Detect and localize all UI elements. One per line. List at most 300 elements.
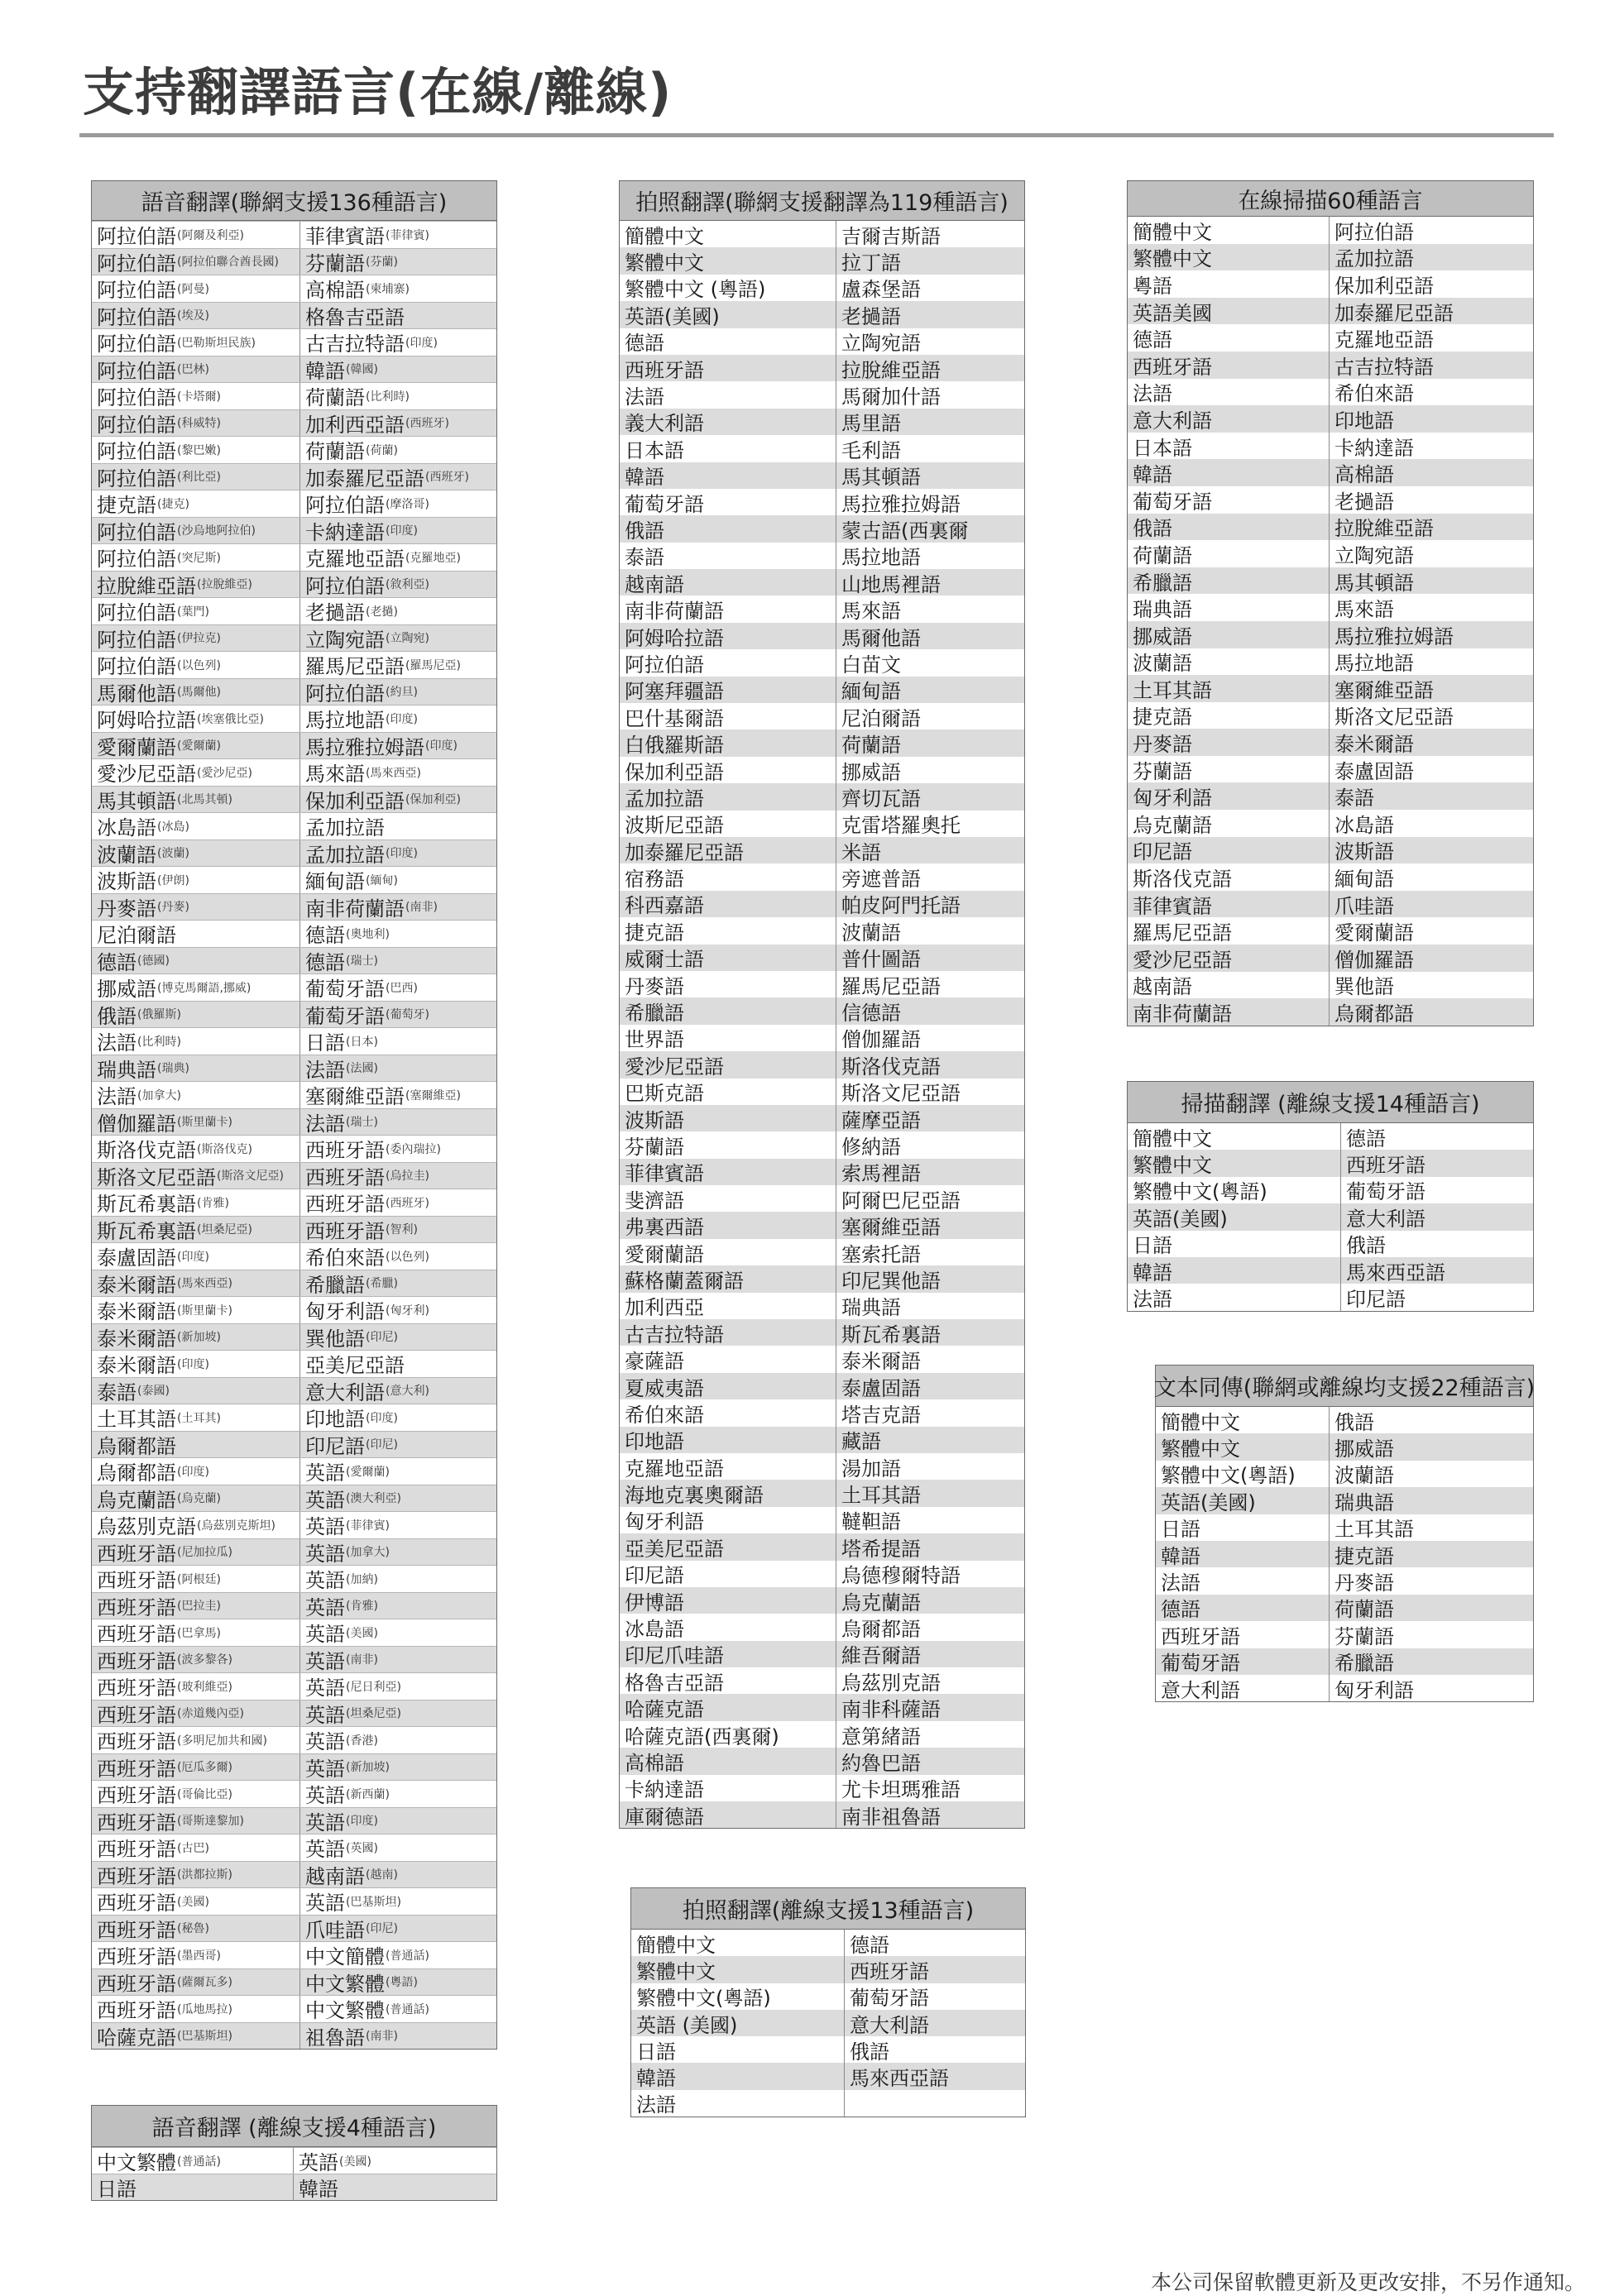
- language-cell: 英語美國: [1128, 298, 1330, 325]
- table-row: [92, 1941, 496, 1968]
- language-region: (加納): [346, 1572, 378, 1586]
- language-name: 英語: [305, 1461, 345, 1485]
- language-name: 西班牙語: [97, 1569, 176, 1592]
- language-cell: [92, 1754, 300, 1781]
- language-cell: [300, 1566, 496, 1592]
- table-row: [1128, 270, 1533, 298]
- language-region: (以色列): [386, 1250, 429, 1264]
- table-row: [1128, 729, 1533, 756]
- language-region: (多明尼加共和國): [177, 1734, 267, 1748]
- language-cell: 希伯來語: [1334, 382, 1414, 406]
- language-cell: [300, 329, 496, 356]
- table-row: [92, 1323, 496, 1351]
- table-row: [620, 1561, 1024, 1587]
- table-row: [620, 596, 1024, 622]
- language-cell: [92, 1432, 300, 1458]
- table-row: [92, 1055, 496, 1082]
- table-row: [92, 705, 496, 732]
- language-cell: 維吾爾語: [841, 1644, 921, 1668]
- language-cell: 薩摩亞語: [841, 1108, 921, 1132]
- language-cell: [92, 1297, 300, 1323]
- language-cell: [300, 598, 496, 624]
- language-name: 英語: [305, 1757, 345, 1780]
- language-name: 日語: [97, 2178, 137, 2200]
- language-region: (烏拉圭): [386, 1170, 429, 1184]
- language-region: (埃塞俄比亞): [197, 712, 264, 726]
- language-cell: 韓語: [620, 462, 836, 489]
- language-name: 英語: [305, 1569, 345, 1592]
- language-region: (菲律賓): [346, 1519, 390, 1533]
- language-cell: [300, 1378, 496, 1404]
- language-cell: 繁體中文: [631, 1956, 845, 1983]
- language-cell: 阿拉伯語: [620, 649, 836, 676]
- table-row: [92, 1861, 496, 1888]
- language-cell: [300, 1593, 496, 1619]
- language-region: (尼加拉瓜): [177, 1546, 232, 1560]
- language-name: 英語: [305, 1810, 345, 1834]
- language-name: 西班牙語: [305, 1165, 385, 1189]
- language-region: (馬來西亞): [177, 1277, 232, 1291]
- language-cell: 匈牙利語: [1334, 1678, 1414, 1702]
- language-cell: [92, 1055, 300, 1082]
- language-region: (緬甸): [366, 873, 398, 887]
- language-region: (沙烏地阿拉伯): [177, 524, 256, 538]
- language-name: 法語: [305, 1112, 345, 1135]
- language-cell: [300, 1351, 496, 1377]
- language-cell: [92, 598, 300, 624]
- language-region: (秘魯): [177, 1922, 209, 1936]
- language-name: 馬拉雅拉姆語: [305, 735, 424, 758]
- language-cell: [300, 437, 496, 463]
- language-region: (阿曼): [177, 282, 209, 296]
- language-cell: 瑞典語: [1128, 594, 1330, 621]
- language-name: 緬甸語: [305, 870, 365, 893]
- language-region: (泰國): [137, 1385, 170, 1399]
- language-region: (新西蘭): [346, 1787, 390, 1801]
- table-row: [631, 1983, 1025, 2010]
- language-cell: [92, 518, 300, 544]
- table-row: [631, 2090, 1025, 2117]
- language-name: 加利西亞語: [305, 413, 405, 436]
- language-name: 西班牙語: [305, 1193, 385, 1216]
- language-cell: 立陶宛語: [1334, 543, 1414, 567]
- language-cell: 哈薩克語: [620, 1694, 836, 1720]
- table-row: [620, 1614, 1024, 1640]
- language-name: 烏茲別克語: [97, 1515, 196, 1538]
- language-cell: [92, 948, 300, 974]
- language-cell: [92, 625, 300, 652]
- language-cell: 老撾語: [1334, 490, 1394, 514]
- language-cell: [300, 894, 496, 921]
- language-name: 西班牙語: [97, 1810, 176, 1834]
- language-cell: [92, 303, 300, 329]
- language-name: 古吉拉特語: [305, 332, 405, 356]
- language-cell: [92, 464, 300, 490]
- language-cell: [92, 490, 300, 517]
- language-cell: [92, 1512, 300, 1538]
- language-cell: 緬甸語: [841, 680, 901, 704]
- language-name: 西班牙語: [97, 1892, 176, 1915]
- language-cell: [300, 249, 496, 275]
- language-name: 阿拉伯語: [97, 386, 176, 409]
- language-cell: 丹麥語: [1334, 1571, 1394, 1595]
- language-cell: [300, 1136, 496, 1162]
- language-cell: [92, 1136, 300, 1162]
- table-row: [92, 302, 496, 329]
- language-cell: [92, 1082, 300, 1108]
- table-row: [620, 489, 1024, 515]
- table-row: [92, 651, 496, 678]
- language-region: (瑞典): [157, 1062, 189, 1076]
- table-row: [1128, 1284, 1533, 1310]
- language-cell: 越南語: [620, 569, 836, 596]
- table-row: [92, 678, 496, 706]
- language-region: (印尼): [366, 1438, 398, 1452]
- table-row: [92, 221, 496, 248]
- language-name: 瑞典語: [97, 1058, 156, 1081]
- language-region: (立陶宛): [386, 632, 429, 646]
- language-cell: [92, 1002, 300, 1028]
- language-cell: 瑞典語: [841, 1296, 901, 1320]
- language-cell: 簡體中文: [631, 1930, 845, 1956]
- table-row: [620, 1131, 1024, 1158]
- table-row: [92, 1027, 496, 1055]
- table-row: [1128, 891, 1533, 918]
- language-cell: [300, 787, 496, 813]
- language-cell: 吉爾吉斯語: [841, 224, 941, 248]
- language-region: (北馬其頓): [177, 793, 232, 807]
- language-cell: 斯洛文尼亞語: [1334, 706, 1454, 729]
- table-row: [620, 1694, 1024, 1720]
- table-row: [620, 863, 1024, 890]
- language-region: (瑞士): [346, 954, 378, 969]
- language-region: (突尼斯): [177, 551, 221, 565]
- language-region: (斯里蘭卡): [177, 1116, 232, 1130]
- language-name: 卡納達語: [305, 520, 385, 543]
- language-name: 捷克語: [97, 494, 156, 517]
- language-cell: 約魯巴語: [841, 1751, 921, 1775]
- language-cell: 海地克裏奧爾語: [620, 1480, 836, 1506]
- language-cell: 挪威語: [1128, 621, 1330, 648]
- language-cell: 意大利語: [1346, 1207, 1426, 1231]
- title-divider: [79, 133, 1554, 137]
- language-cell: 保加利亞語: [620, 757, 836, 783]
- table-row: [92, 490, 496, 517]
- language-cell: [300, 1217, 496, 1243]
- language-cell: 白俄羅斯語: [620, 729, 836, 756]
- language-cell: [92, 1619, 300, 1646]
- language-cell: [300, 356, 496, 383]
- language-cell: 英語(美國): [1156, 1487, 1330, 1514]
- language-name: 英語: [305, 1623, 345, 1646]
- table-row: [92, 812, 496, 839]
- language-cell: 南非荷蘭語: [620, 596, 836, 622]
- language-name: 波斯語: [97, 870, 156, 893]
- language-cell: 拉丁語: [841, 251, 901, 275]
- language-region: (南非): [366, 2030, 398, 2044]
- language-region: (菲律賓): [386, 228, 429, 242]
- table-row: [1128, 675, 1533, 702]
- language-region: (印尼): [366, 1331, 398, 1345]
- language-cell: [300, 1834, 496, 1861]
- language-name: 西班牙語: [97, 1595, 176, 1619]
- language-cell: 山地馬裡語: [841, 572, 941, 596]
- language-cell: [300, 759, 496, 786]
- table-row: [1128, 540, 1533, 567]
- table-row: [92, 1350, 496, 1377]
- language-cell: 俄語: [1346, 1234, 1386, 1257]
- language-name: 英語: [305, 1488, 345, 1511]
- language-cell: 波蘭語: [1334, 1464, 1394, 1488]
- table-row: [1128, 298, 1533, 325]
- language-name: 阿拉伯語: [305, 682, 385, 705]
- language-cell: [300, 1243, 496, 1270]
- table-row: [620, 275, 1024, 301]
- scan-online-table: [1127, 180, 1534, 1026]
- language-cell: 葡萄牙語: [1128, 486, 1330, 514]
- language-cell: 德語: [1128, 324, 1330, 352]
- language-name: 印尼語: [305, 1434, 365, 1457]
- language-cell: 印尼巽他語: [841, 1269, 941, 1293]
- table-row: [620, 1775, 1024, 1801]
- language-cell: 威爾士語: [620, 945, 836, 971]
- language-cell: 芬蘭語: [620, 1131, 836, 1158]
- table-row: [1128, 810, 1533, 837]
- table-row: [92, 1108, 496, 1136]
- language-cell: 泰米爾語: [1334, 733, 1414, 756]
- language-cell: 法語: [1156, 1567, 1330, 1594]
- language-cell: 繁體中文: [1128, 244, 1330, 271]
- language-cell: 韓語: [1156, 1541, 1330, 1567]
- language-region: (印度): [405, 336, 438, 350]
- table-row: [1128, 244, 1533, 271]
- language-cell: [300, 1485, 496, 1512]
- language-cell: 芬蘭語: [1334, 1624, 1394, 1648]
- table-row: [92, 1404, 496, 1431]
- language-region: (加拿大): [346, 1546, 390, 1560]
- language-region: (馬來西亞): [366, 766, 421, 780]
- language-region: (粵語): [386, 1976, 418, 1990]
- language-cell: 葡萄牙語: [1156, 1648, 1330, 1675]
- language-cell: 波斯語: [1334, 840, 1394, 864]
- table-row: [1128, 567, 1533, 595]
- table-row: [1128, 998, 1533, 1026]
- language-cell: [92, 544, 300, 571]
- language-region: (洪都拉斯): [177, 1868, 232, 1882]
- table-title: 掃描翻譯 (離線支援14種語言): [1128, 1082, 1533, 1123]
- language-cell: 義大利語: [620, 409, 836, 435]
- language-cell: 哈薩克語(西裏爾): [620, 1721, 836, 1748]
- language-cell: 印地語: [1334, 409, 1394, 433]
- table-row: [620, 409, 1024, 435]
- table-row: [1156, 1487, 1533, 1514]
- language-cell: [300, 464, 496, 490]
- language-cell: 匈牙利語: [1128, 782, 1330, 810]
- language-region: (愛爾蘭): [346, 1465, 390, 1479]
- language-region: (馬爾他): [177, 686, 221, 700]
- language-cell: 米語: [841, 840, 881, 864]
- language-cell: 馬拉雅拉姆語: [841, 492, 961, 516]
- table-row: [92, 328, 496, 356]
- language-cell: 馬爾加什語: [841, 385, 941, 409]
- language-region: (英國): [346, 1841, 378, 1855]
- language-cell: [300, 1270, 496, 1297]
- table-row: [92, 1001, 496, 1028]
- table-row: [92, 1753, 496, 1781]
- language-cell: 粵語: [1128, 270, 1330, 298]
- table-row: [620, 811, 1024, 837]
- table-row: [92, 1780, 496, 1807]
- language-cell: [92, 1566, 300, 1592]
- language-name: 阿拉伯語: [97, 279, 176, 302]
- table-row: [620, 1399, 1024, 1426]
- table-row: [1128, 405, 1533, 433]
- table-row: [92, 1242, 496, 1270]
- language-cell: 菲律賓語: [620, 1159, 836, 1185]
- language-cell: 馬其頓語: [1334, 571, 1414, 595]
- language-region: (香港): [346, 1734, 378, 1748]
- language-name: 西班牙語: [97, 1623, 176, 1646]
- language-region: (愛沙尼亞): [197, 766, 252, 780]
- language-region: (比利時): [137, 1035, 181, 1049]
- language-region: (阿拉伯聯合酋長國): [177, 256, 279, 270]
- photo-online-table: [619, 180, 1025, 1829]
- table-row: [631, 1930, 1025, 1956]
- language-name: 意大利語: [305, 1380, 385, 1404]
- table-row: [620, 1265, 1024, 1292]
- language-name: 阿拉伯語: [97, 305, 176, 328]
- table-row: [1128, 917, 1533, 945]
- language-region: (委內瑞拉): [386, 1142, 441, 1156]
- language-cell: 孟加拉語: [1334, 247, 1414, 271]
- language-name: 西班牙語: [97, 1864, 176, 1887]
- language-cell: [300, 1404, 496, 1431]
- language-cell: 庫爾德語: [620, 1801, 836, 1828]
- language-cell: 波斯語: [620, 1105, 836, 1131]
- language-cell: 白苗文: [841, 653, 901, 677]
- language-cell: 泰盧固語: [841, 1376, 921, 1400]
- language-name: 阿拉伯語: [97, 520, 176, 543]
- language-cell: [300, 1862, 496, 1888]
- language-cell: 豪薩語: [620, 1346, 836, 1372]
- language-region: (巴拿馬): [177, 1626, 221, 1640]
- language-region: (日本): [346, 1035, 378, 1049]
- table-row: [620, 1159, 1024, 1185]
- language-cell: 索馬裡語: [841, 1162, 921, 1186]
- language-name: 立陶宛語: [305, 628, 385, 651]
- language-region: (埃及): [177, 309, 209, 323]
- language-cell: 俄語: [620, 515, 836, 542]
- language-region: (卡塔爾): [177, 390, 221, 404]
- language-name: 阿拉伯語: [97, 251, 176, 275]
- language-cell: 意大利語: [1156, 1675, 1330, 1701]
- language-name: 日語: [305, 1031, 345, 1055]
- language-name: 荷蘭語: [305, 440, 365, 463]
- language-cell: [92, 813, 300, 839]
- table-row: [620, 515, 1024, 542]
- language-cell: [92, 1916, 300, 1942]
- language-region: (波多黎各): [177, 1653, 232, 1667]
- language-cell: 葡萄牙語: [1346, 1180, 1426, 1204]
- language-cell: 緬甸語: [1334, 868, 1394, 891]
- table-row: [620, 757, 1024, 783]
- language-cell: 英語(美國): [1128, 1203, 1341, 1230]
- language-cell: 西班牙語: [1128, 352, 1330, 379]
- table-row: [620, 971, 1024, 997]
- language-cell: 瑞典語: [1334, 1490, 1394, 1514]
- language-name: 冰島語: [97, 816, 156, 839]
- language-name: 阿拉伯語: [97, 413, 176, 436]
- language-cell: [300, 1673, 496, 1700]
- language-region: (博克馬爾語,挪威): [157, 981, 252, 995]
- language-cell: 荷蘭語: [841, 734, 901, 757]
- language-cell: 立陶宛語: [841, 332, 921, 355]
- page-title: 支持翻譯語言(在線/離線): [83, 62, 673, 122]
- language-region: (約旦): [386, 686, 418, 700]
- language-cell: [300, 544, 496, 571]
- table-row: [92, 1431, 496, 1458]
- language-cell: 簡體中文: [1128, 217, 1330, 244]
- language-cell: 烏克蘭語: [1128, 810, 1330, 837]
- language-region: (坦桑尼亞): [346, 1707, 401, 1721]
- language-cell: 蒙古語(西裏爾: [841, 519, 969, 543]
- language-cell: [300, 2023, 496, 2050]
- language-region: (印度): [366, 1411, 398, 1425]
- table-row: [620, 1319, 1024, 1346]
- language-cell: 巴斯克語: [620, 1079, 836, 1105]
- language-name: 高棉語: [305, 279, 365, 302]
- language-name: 僧伽羅語: [97, 1112, 176, 1135]
- language-cell: [300, 1916, 496, 1942]
- language-cell: [92, 921, 300, 947]
- language-name: 阿拉伯語: [97, 225, 176, 248]
- language-region: (葡萄牙): [386, 1008, 429, 1022]
- language-region: (烏茲別克斯坦): [197, 1519, 276, 1533]
- table-row: [1128, 1177, 1533, 1203]
- language-cell: [92, 249, 300, 275]
- language-region: (加拿大): [137, 1088, 181, 1103]
- table-row: [1156, 1621, 1533, 1648]
- table-row: [620, 891, 1024, 917]
- language-name: 祖魯語: [305, 2026, 365, 2049]
- language-cell: 西班牙語: [620, 355, 836, 381]
- language-cell: [92, 1647, 300, 1673]
- language-region: (哥倫比亞): [177, 1787, 232, 1801]
- language-region: (印度): [177, 1250, 209, 1264]
- language-cell: 丹麥語: [1128, 729, 1330, 756]
- language-cell: [300, 1781, 496, 1807]
- table-row: [92, 1995, 496, 2022]
- language-name: 匈牙利語: [305, 1300, 385, 1323]
- table-row: [620, 1105, 1024, 1131]
- language-cell: [300, 1888, 496, 1915]
- table-title: 文本同傳(聯網或離線均支援22種語言): [1156, 1366, 1533, 1407]
- language-cell: [92, 2174, 294, 2200]
- language-region: (印度): [425, 739, 458, 753]
- language-cell: 蘇格蘭蓋爾語: [620, 1265, 836, 1292]
- language-region: (保加利亞): [405, 793, 461, 807]
- language-region: (克羅地亞): [405, 551, 461, 565]
- table-row: [92, 248, 496, 275]
- language-region: (摩洛哥): [386, 497, 429, 511]
- language-cell: 印尼語: [1346, 1288, 1406, 1311]
- language-cell: [300, 275, 496, 302]
- table-row: [620, 997, 1024, 1024]
- language-cell: 波蘭語: [1128, 648, 1330, 676]
- language-name: 加泰羅尼亞語: [305, 466, 424, 490]
- language-name: 孟加拉語: [305, 843, 385, 866]
- language-cell: 芬蘭語: [1128, 756, 1330, 783]
